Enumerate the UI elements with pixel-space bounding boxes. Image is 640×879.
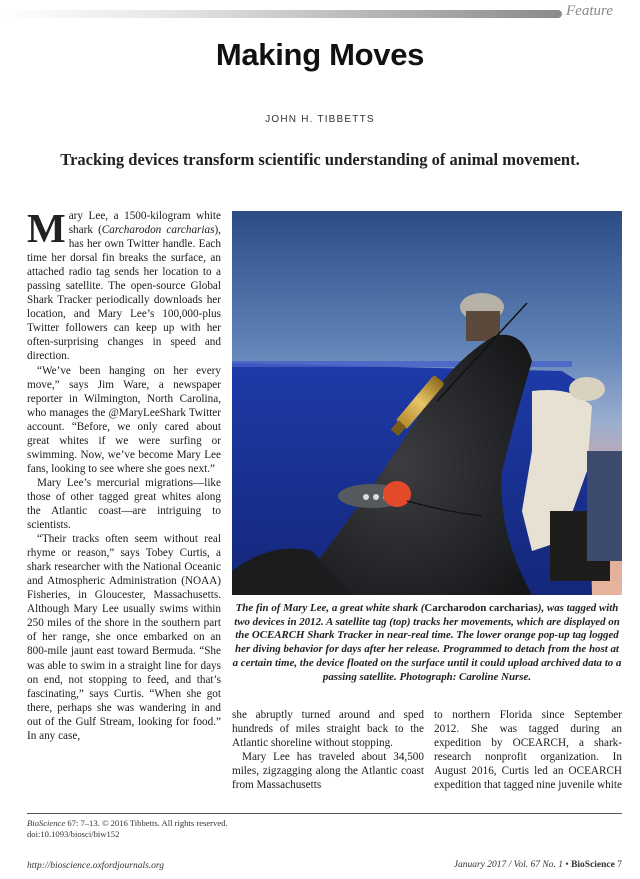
paragraph-2: “We’ve been hanging on her every move,” says Jim Ware, a newspaper reporter in Wilmington, North Carolina, who manages the @MaryLeeShark Twitter account. “Before, we only cared about great whites if we were surfing or swimming. Now, we’ve become Mary Lee fans, looking to see where she goes next.” — [27, 364, 221, 475]
page-footer: January 2017 / Vol. 67 No. 1 • BioScience 7 — [453, 860, 622, 870]
caption-species-name: Carcharodon carcharias — [424, 602, 538, 614]
drop-cap: M — [27, 205, 66, 251]
journal-url[interactable]: http://bioscience.oxfordjournals.org — [27, 861, 165, 871]
body-column-3 — [434, 708, 622, 792]
article-deck: Tracking devices transform scientific understanding of animal movement. — [60, 150, 580, 169]
paragraph-5: she abruptly turned around and sped hundreds of miles straight back to the Atlantic shoreline without stopping. — [232, 709, 424, 750]
section-label: Feature — [566, 3, 613, 19]
species-name: Carcharodon carcharias — [101, 224, 215, 237]
paragraph-4: “Their tracks often seem without real rhyme or reason,” says Tobey Curtis, a shark researcher with the National Oceanic and Atmospheric Administration (NOAA) Fisheries, in Gloucester, Massachusetts. Although Mary Lee usually swims within 250 miles of the shore in the southern part of her range, she once embarked on an 800-mile jaunt east toward Bermuda. “She was able to swim in a straight line for days on end, not stopping to feed, and that’s fascinating,” says Curtis. “When she got there, perhaps she was wandering in and out of the Gulf Stream, looking for food.” In any case, — [27, 533, 221, 742]
photo-caption: The fin of Mary Lee, a great white shark (Carcharodon carcharias), was tagged with two devices in 2012. A satellite tag (top) tracks her movements, which are displayed on the OCEARCH Shark Tracker in near-real time. The lower orange pop-up tag logged her diving behavior for days after her release. Programmed to detach from the host at a certain time, the device floated on the surface until it could upload archived data to a passing satellite. Photograph: Caroline Nurse. — [232, 602, 622, 683]
paragraph-7: to northern Florida since September 2012. She was tagged during an expedition by OCEARCH, a shark-research nonprofit organization. In August 2016, Curtis led an OCEARCH expedition that tagged nine juvenile white — [434, 709, 622, 792]
paragraph-6: Mary Lee has traveled about 34,500 miles, zigzagging along the Atlantic coast from Massachusetts — [232, 751, 424, 792]
footnote-rule — [27, 813, 622, 814]
page-number: 7 — [617, 860, 622, 870]
footer-journal: BioScience — [571, 860, 615, 870]
shark-fin-photo — [232, 211, 622, 595]
footnote-journal: BioScience — [27, 818, 66, 828]
header-rule — [0, 10, 562, 18]
citation-footnote: BioScience 67: 7–13. © 2016 Tibbetts. All rights reserved. doi:10.1093/biosci/biw152 — [27, 818, 427, 840]
article-title: Making Moves — [215, 37, 425, 72]
paragraph-1: Mary Lee, a 1500-kilogram white shark (Carcharodon carcharias), has her own Twitter handle. Each time her dorsal fin breaks the surface, an attached radio tag sends her location to a passing satellite. The open-source Global Shark Tracker periodically downloads her location, and Mary Lee’s 100,000-plus Twitter followers can keep up with her often-surprising changes in speed and direction. — [27, 205, 221, 363]
article-author: JOHN H. TIBBETTS — [265, 114, 375, 125]
issue-info: January 2017 / Vol. 67 No. 1 — [453, 860, 563, 870]
footnote-doi: doi:10.1093/biosci/biw152 — [27, 829, 120, 839]
body-column-1 — [27, 205, 221, 743]
body-column-2 — [232, 708, 424, 792]
paragraph-3: Mary Lee’s mercurial migrations—like those of other tagged great whites along the Atlantic coast—are intriguing to scientists. — [27, 476, 221, 532]
